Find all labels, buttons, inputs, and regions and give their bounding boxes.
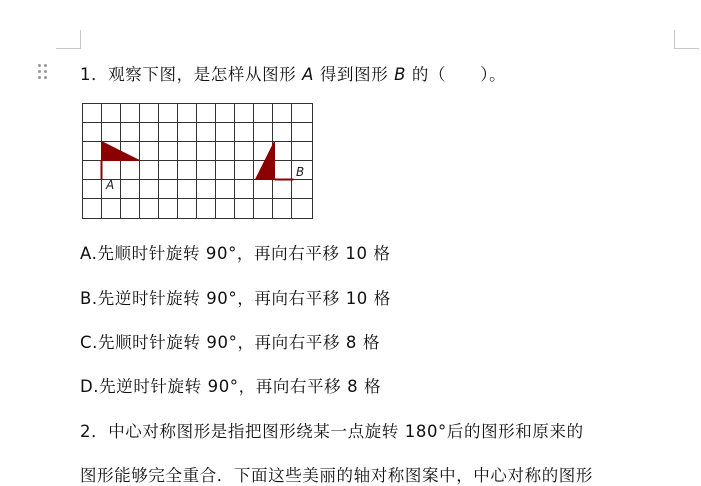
shape-a-label: A <box>106 178 115 192</box>
question-1-suffix: 的（ ）。 <box>406 65 507 84</box>
drag-handle-icon[interactable] <box>38 64 48 80</box>
shape-b-ref: B <box>394 65 407 84</box>
question-1-middle: 得到图形 <box>314 65 395 84</box>
option-b[interactable]: B.先逆时针旋转 90°，再向右平移 10 格 <box>80 289 391 308</box>
page-corner-mark-left <box>56 30 81 49</box>
question-1-number: 1． <box>80 65 109 84</box>
shape-b-label: B <box>296 165 305 179</box>
option-a[interactable]: A.先顺时针旋转 90°，再向右平移 10 格 <box>80 244 391 263</box>
question-2-line-2: 图形能够完全重合．下面这些美丽的轴对称图案中，中心对称的图形 <box>80 466 593 485</box>
page-corner-mark-right <box>674 30 699 49</box>
question-1-text <box>80 61 506 85</box>
question-1-prefix: 观察下图，是怎样从图形 <box>108 65 303 84</box>
option-c[interactable]: C.先顺时针旋转 90°，再向右平移 8 格 <box>80 333 380 352</box>
option-d[interactable]: D.先逆时针旋转 90°，再向右平移 8 格 <box>80 377 382 396</box>
shape-a-ref: A <box>302 65 315 84</box>
grid-figure <box>82 103 314 219</box>
question-2-line-1: 2．中心对称图形是指把图形绕某一点旋转 180°后的图形和原来的 <box>80 422 584 441</box>
